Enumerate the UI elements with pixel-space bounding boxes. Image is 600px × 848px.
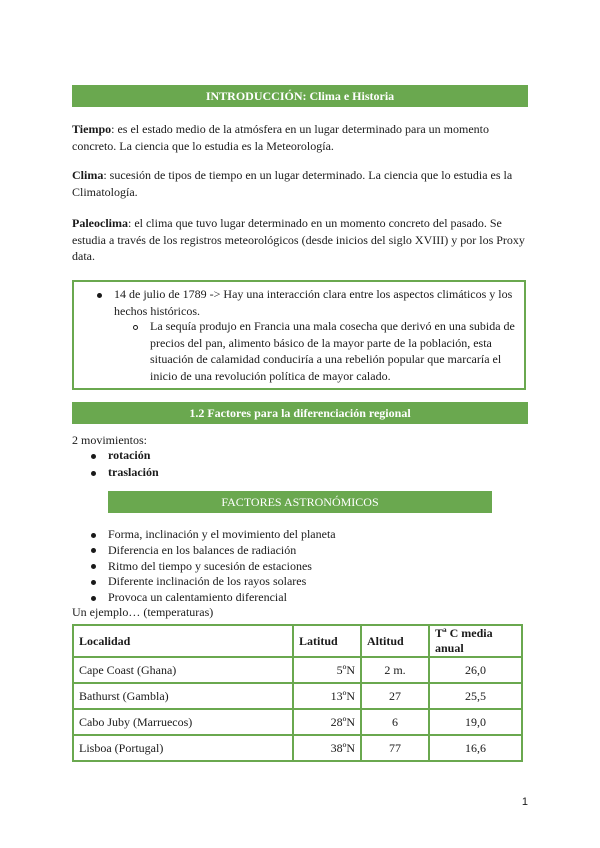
definition-text: : el clima que tuvo lugar determinado en un momento concreto del pasado. Se estudia a través de los registros meteorológicos (desde inicios del siglo XVIII) y por los Proxy data.	[72, 216, 525, 263]
example-text: Un ejemplo… (temperaturas)	[72, 605, 214, 619]
bullet-icon	[91, 471, 96, 476]
table-row	[73, 709, 522, 735]
cell-locality: Bathurst (Gambla)	[73, 683, 293, 709]
table-row	[73, 657, 522, 683]
cell-latitude: 13ºN	[293, 683, 361, 709]
bullet-icon	[91, 454, 96, 459]
column-header: Localidad	[73, 625, 293, 657]
bullet-icon	[91, 596, 96, 601]
sub-bullet-icon	[133, 325, 138, 330]
bullet-icon	[97, 293, 102, 298]
cell-locality: Lisboa (Portugal)	[73, 735, 293, 761]
term-clima: Clima	[72, 168, 104, 182]
astro-item: Provoca un calentamiento diferencial	[108, 590, 287, 604]
astro-item: Ritmo del tiempo y sucesión de estaciones	[108, 559, 312, 573]
astro-item: Diferencia en los balances de radiación	[108, 543, 297, 557]
history-sub-bullet: La sequía produjo en Francia una mala cosecha que derivó en una subida de precios del pan, alimento básico de la mayor parte de la población, esta situación de calamidad conduciría a una rebelión popular que marcaría el inicio de una revolución política de mayor calado.	[150, 319, 515, 383]
temperature-table	[72, 624, 523, 762]
table-row	[73, 683, 522, 709]
column-header: Latitud	[293, 625, 361, 657]
astro-item: Diferente inclinación de los rayos solares	[108, 574, 307, 588]
astro-item: Forma, inclinación y el movimiento del planeta	[108, 527, 336, 541]
page-number: 1	[521, 796, 528, 808]
cell-altitude: 27	[361, 683, 429, 709]
movement-item: rotación	[108, 448, 151, 462]
cell-temperature: 26,0	[429, 657, 522, 683]
cell-altitude: 2 m.	[361, 657, 429, 683]
cell-altitude: 77	[361, 735, 429, 761]
definition-paleoclima	[72, 215, 528, 265]
bullet-icon	[91, 580, 96, 585]
movements-intro: 2 movimientos:	[72, 433, 147, 447]
table-row	[73, 735, 522, 761]
term-tiempo: Tiempo	[72, 122, 112, 136]
cell-latitude: 5ºN	[293, 657, 361, 683]
intro-banner: INTRODUCCIÓN: Clima e Historia	[72, 85, 528, 107]
astro-banner: FACTORES ASTRONÓMICOS	[108, 491, 492, 513]
movement-item: traslación	[108, 465, 159, 479]
cell-locality: Cabo Juby (Marruecos)	[73, 709, 293, 735]
column-header: Altitud	[361, 625, 429, 657]
cell-locality: Cape Coast (Ghana)	[73, 657, 293, 683]
definition-text: : sucesión de tipos de tiempo en un lugar determinado. La ciencia que lo estudia es la Climatología.	[72, 168, 513, 199]
section-banner: 1.2 Factores para la diferenciación regional	[72, 402, 528, 424]
cell-temperature: 25,5	[429, 683, 522, 709]
cell-altitude: 6	[361, 709, 429, 735]
definition-text: : es el estado medio de la atmósfera en un lugar determinado para un momento concreto. La ciencia que lo estudia es la Meteorología.	[72, 122, 489, 153]
cell-latitude: 28ºN	[293, 709, 361, 735]
history-box	[72, 280, 526, 390]
column-header: Tª C media anual	[429, 625, 522, 657]
bullet-icon	[91, 533, 96, 538]
bullet-icon	[91, 548, 96, 553]
cell-latitude: 38ºN	[293, 735, 361, 761]
cell-temperature: 16,6	[429, 735, 522, 761]
term-paleoclima: Paleoclima	[72, 216, 128, 230]
bullet-icon	[91, 564, 96, 569]
definition-clima	[72, 167, 528, 200]
definition-tiempo	[72, 121, 528, 154]
history-bullet: 14 de julio de 1789 -> Hay una interacción clara entre los aspectos climáticos y los hechos históricos.	[114, 287, 513, 318]
cell-temperature: 19,0	[429, 709, 522, 735]
table-header-row	[73, 625, 522, 657]
